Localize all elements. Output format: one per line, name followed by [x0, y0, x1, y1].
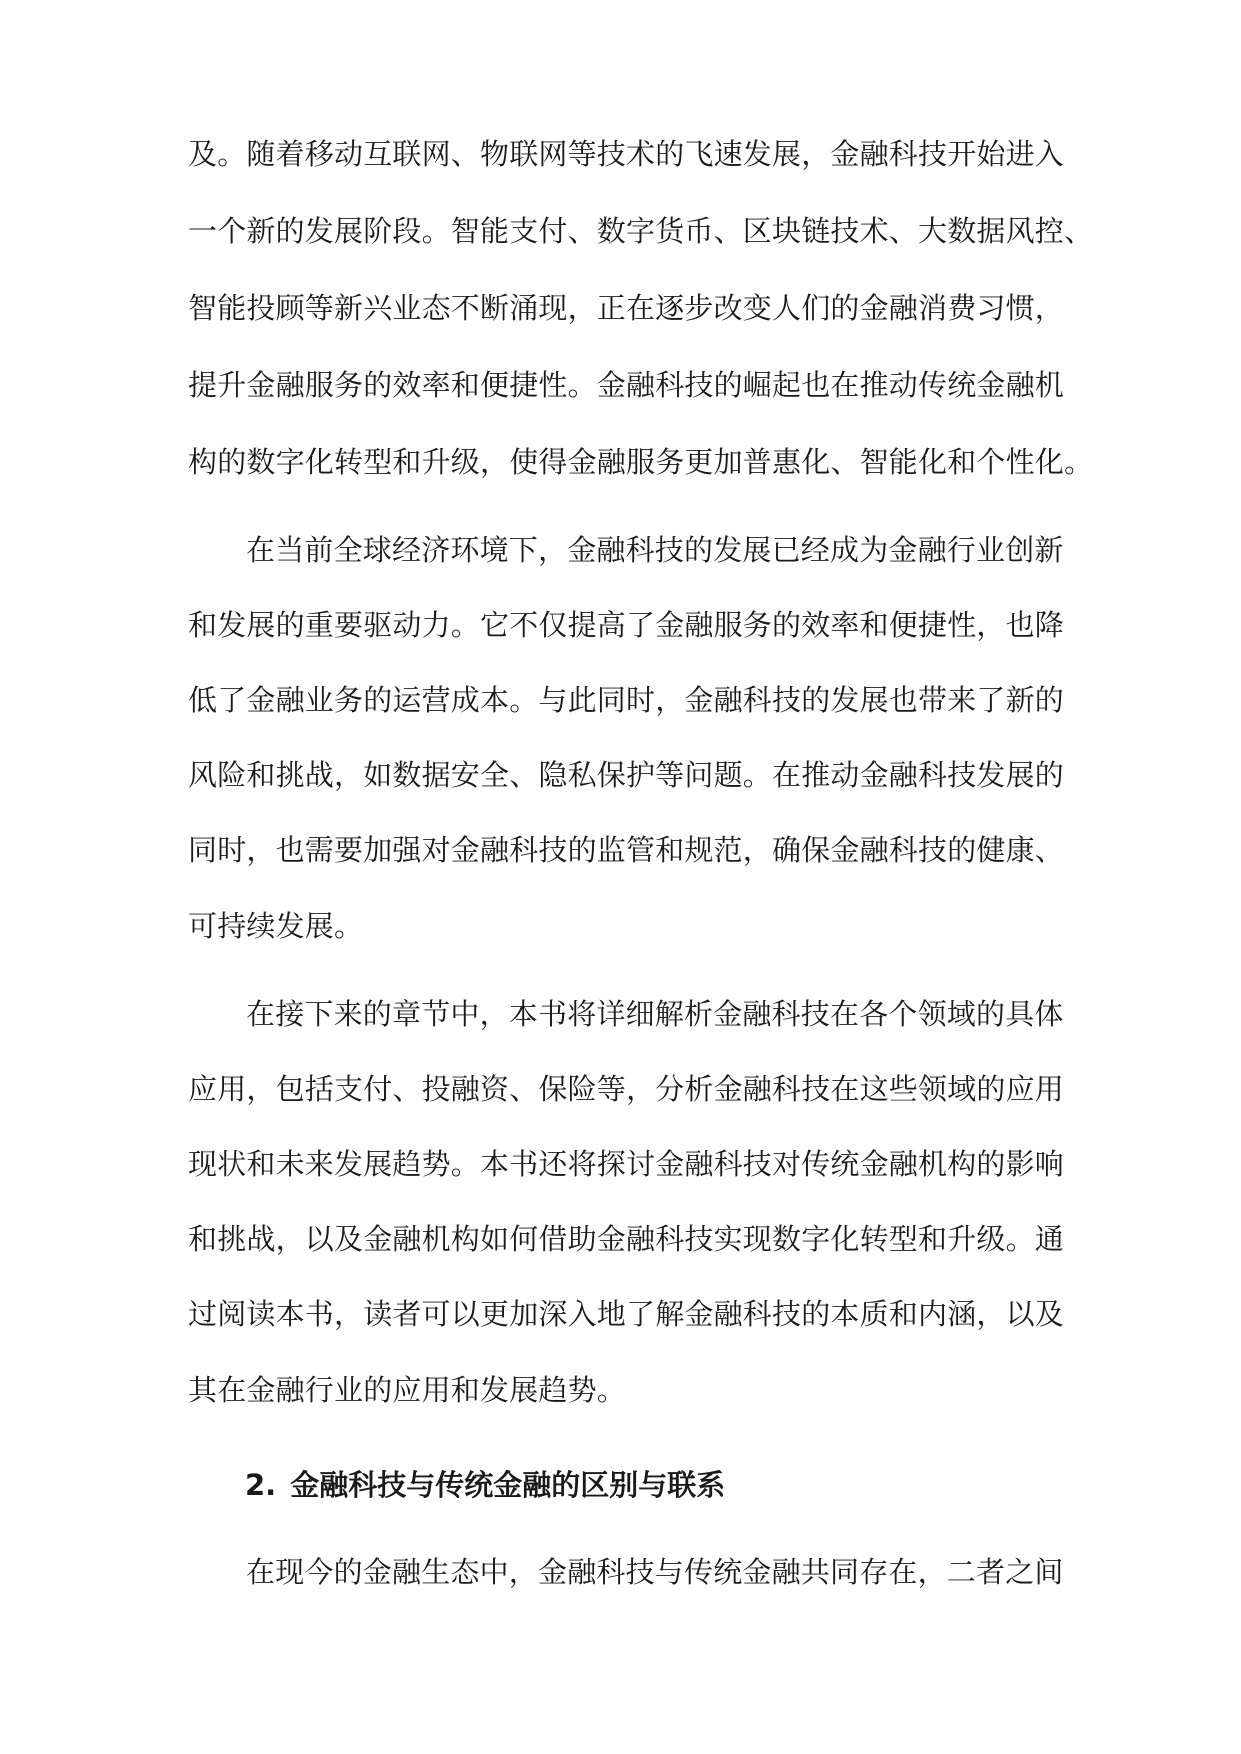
paragraph-2-line-6: 可持续发展。	[188, 909, 364, 943]
paragraph-2-line-5: 同时，也需要加强对金融科技的监管和规范，确保金融科技的健康、	[188, 833, 1065, 867]
paragraph-3-line-6: 其在金融行业的应用和发展趋势。	[188, 1373, 627, 1407]
paragraph-2-line-2: 和发展的重要驱动力。它不仅提高了金融服务的效率和便捷性，也降	[188, 608, 1065, 642]
paragraph-1-line-1: 及。随着移动互联网、物联网等技术的飞速发展，金融科技开始进入	[188, 137, 1065, 171]
paragraph-3-line-5: 过阅读本书，读者可以更加深入地了解金融科技的本质和内涵，以及	[188, 1297, 1065, 1331]
paragraph-3-line-2: 应用，包括支付、投融资、保险等，分析金融科技在这些领域的应用	[188, 1072, 1065, 1106]
paragraph-3-line-1: 在接下来的章节中，本书将详细解析金融科技在各个领域的具体	[246, 997, 1064, 1031]
paragraph-2-line-3: 低了金融业务的运营成本。与此同时，金融科技的发展也带来了新的	[188, 683, 1065, 717]
paragraph-4-line-1: 在现今的金融生态中，金融科技与传统金融共同存在，二者之间	[246, 1555, 1064, 1589]
section-number: 2.	[245, 1468, 277, 1502]
paragraph-1-line-3: 智能投顾等新兴业态不断涌现，正在逐步改变人们的金融消费习惯，	[188, 291, 1065, 325]
section-heading	[245, 1465, 725, 1505]
paragraph-1-line-4: 提升金融服务的效率和便捷性。金融科技的崛起也在推动传统金融机	[188, 368, 1065, 402]
paragraph-2-line-1: 在当前全球经济环境下，金融科技的发展已经成为金融行业创新	[246, 533, 1064, 567]
paragraph-1-line-5: 构的数字化转型和升级，使得金融服务更加普惠化、智能化和个性化。	[188, 445, 1094, 479]
paragraph-2-line-4: 风险和挑战，如数据安全、隐私保护等问题。在推动金融科技发展的	[188, 758, 1065, 792]
paragraph-1-line-2: 一个新的发展阶段。智能支付、数字货币、区块链技术、大数据风控、	[188, 214, 1094, 248]
paragraph-3-line-3: 现状和未来发展趋势。本书还将探讨金融科技对传统金融机构的影响	[188, 1147, 1065, 1181]
paragraph-3-line-4: 和挑战，以及金融机构如何借助金融科技实现数字化转型和升级。通	[188, 1222, 1065, 1256]
section-title: 金融科技与传统金融的区别与联系	[290, 1468, 726, 1502]
